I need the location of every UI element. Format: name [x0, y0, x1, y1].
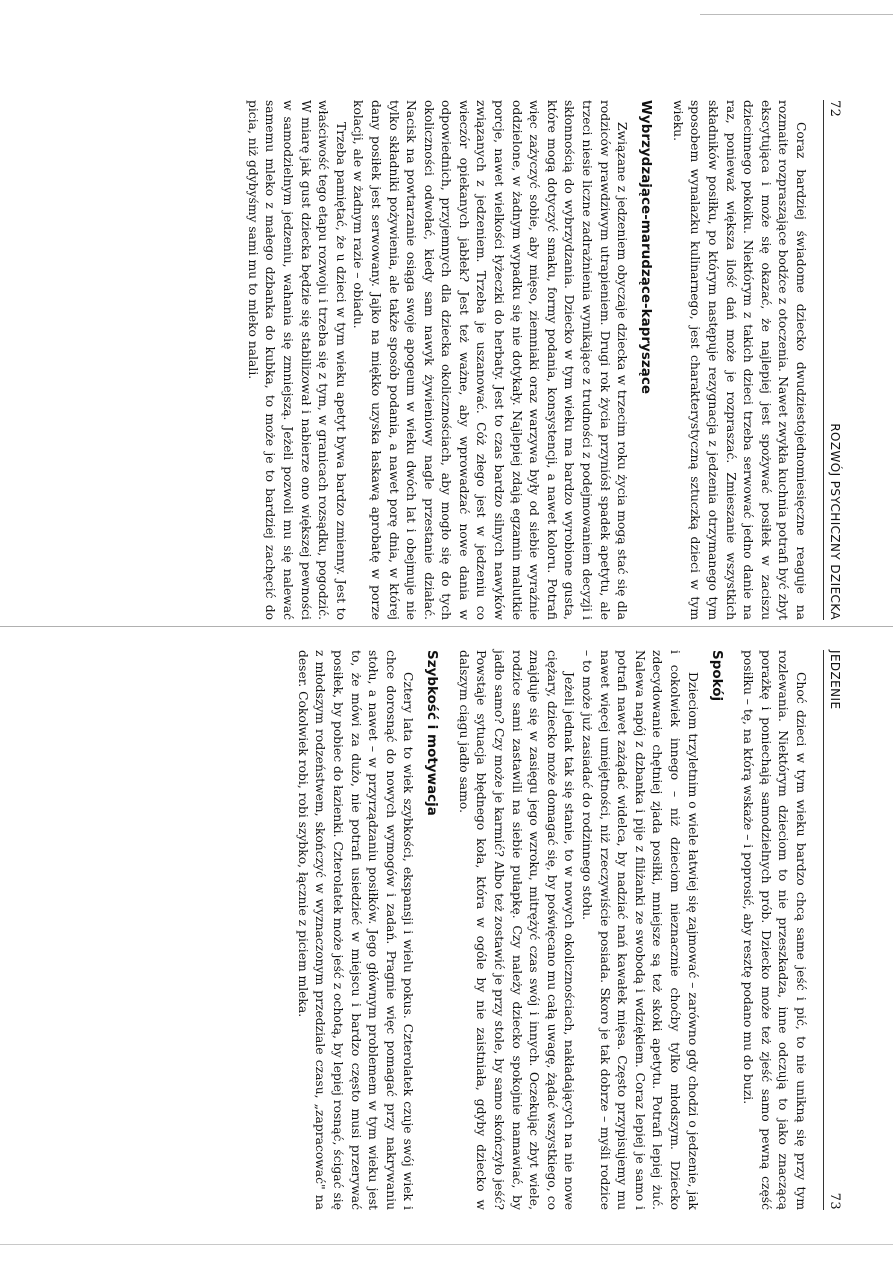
running-head-title: JEDZENIE — [828, 650, 842, 710]
page-number: 72 — [827, 100, 842, 118]
section-heading: Wybrzydzające-marudzące-kapryszące — [638, 100, 655, 395]
scan-edge-bottom — [0, 1244, 893, 1245]
page-number: 73 — [827, 1192, 842, 1210]
paragraph: Coraz bardziej świadome dziecko dwudziestojednomiesięczne reaguje na rozmaite rozpraszające bodźce z otoczenia. Nawet zwykła kuchnia potrafi być zbyt ekscytująca i może się okazać, że najlepiej jest spożywać posiłek w zaciszu dziecinnego pokoiku. Niektórym z takich dzieci trzeba serwować jedno danie na raz, ponieważ większa ilość dań może je rozpraszać. Zmieszanie wszystkich składników posiłku, po którym następuje rezygnacja z jedzenia otrzymanego tym sposobem wynalazku kulinarnego, jest charakterystyczną sztuczką dzieci w tym wieku. — [670, 100, 808, 620]
page-gutter — [0, 626, 893, 627]
section-heading: Spokój — [708, 650, 725, 702]
paragraph: Dzieciom trzyletnim o wiele łatwiej się zajmować – zarówno gdy chodzi o jedzenie, jak i cokolwiek innego – niż dzieciom nieznacznie choćby tylko młodszym. Dziecko zdecydowanie chętniej zjada posiłki, mniejsze są też skoki apetytu. Potrafi lepiej żuć. Nalewa napój z dzbanka i pije z filiżanki ze swobodą i wdziękiem. Coraz lepiej je samo i potrafi nawet zażądać widelca, by nadziać nań kawałek mięsa. Często przypisujemy mu nawet więcej umiejętności, niż rzeczywiście posiada. Skoro je tak dobrze – myśli rodzice – to może już zasiadać do rodzinnego stołu. — [580, 650, 700, 1210]
paragraph: Jeżeli jednak tak się stanie, to w nowych okolicznościach, nakładających na nie nowe ciężary, dziecko może domagać się, by poświęcano mu całą uwagę, żądać wszystkiego, co znajduje się w zasięgu jego wzroku, mitrężyć czas swój i innych. Oczekując zbyt wiele, rodzice sami zastawili na siebie pułapkę. Czy należy dziecko spokojnie namawiać, by jadło samo? Czy może je karmić? Albo też zostawić je przy stole, by samo skończyło jeść? Powstaje sytuacja błędnego koła, która w ogóle by nie zaistniała, gdyby dziecko w dalszym ciągu jadło samo. — [456, 650, 577, 1210]
paragraph: Związane z jedzeniem obyczaje dziecka w trzecim roku życia mogą stać się dla rodziców prawdziwym utrapieniem. Drugi rok życia przyniósł spadek apetytu, ale trzeci niesie liczne zadrażnienia wynikające z trudności z podejmowaniem decyzji i skłonnością do wybrzydzania. Dziecko w tym wieku ma bardzo wyrobione gusta, które mogą dotyczyć smaku, formy podania, konsystencji, a nawet koloru. Potrafi więc zażyczyć sobie, aby mięso, ziemniaki oraz warzywa były od siebie wyraźnie oddzielone, w żadnym wypadku się nie dotykały. Najlepiej zdają egzamin malutkie porcje, nawet wielkości łyżeczki do herbaty. Jest to czas bardzo silnych nawyków związanych z jedzeniem. Trzeba je uszanować. Cóż złego jest w jedzeniu co wieczór opiekanych jabłek? Jest też ważne, aby wprowadzać nowe dania w odpowiednich, przyjemnych dla dziecka okolicznościach, aby mogło się do tych okoliczności odwołać, kiedy sam nawyk żywieniowy nagle przestanie działać. Nacisk na powtarzanie osiąga swoje apogeum w wieku dwóch lat i obejmuje nie tylko składniki pożywienia, ale także sposób podania, a nawet porę dnia, w której dany posiłek jest serwowany. Jajko na miękko uzyska łaskawą aprobatę w porze kolacji, ale w żadnym razie – obiadu. — [351, 100, 630, 620]
section-heading: Szybkość i motywacja — [424, 650, 441, 816]
running-head-title: ROZWÓJ PSYCHICZNY DZIECKA — [828, 423, 842, 620]
right-page — [72, 650, 842, 1210]
paragraph: Choć dzieci w tym wieku bardzo chcą same jeść i pić, to nie unikną się przy tym rozlewania. Niektórym dzieciom to nie przeszkadza, inne odczują to jako znaczącą porażkę i poniechają samodzielnych prób. Dziecko może też zjeść samo pewną część posiłku – tę, na którą wskaże – i poprosić, aby resztę podano mu do buzi. — [741, 650, 808, 1210]
paragraph: Trzeba pamiętać, że u dzieci w tym wieku apetyt bywa bardzo zmienny. Jest to właściwość tego etapu rozwoju i trzeba się z tym, w granicach rozsądku, pogodzić. W miarę jak gust dziecka będzie się stabilizował i nabierze ono większej pewności w samodzielnym jedzeniu, wahania się zmniejszą. Jeżeli pozwoli mu się nalewać samemu mleko z małego dzbanka do kubka, to może je to bardziej zachęcić do picia, niż gdybyśmy sami mu to mleko nalali. — [245, 100, 348, 620]
scan-edge-top — [700, 14, 893, 15]
paragraph: Cztery lata to wiek szybkości, ekspansji i wielu pokus. Czterolatek czuje swój wiek i chce dorosnąć do nowych wymogów i zadań. Pragnie więc pomagać przy nakrywaniu stołu, a nawet – w przyrządzaniu posiłków. Jego głównym problemem w tym wieku jest to, że mówi za dużo, nie potrafi usiedzieć w miejscu i bardzo często musi przerywać posiłek, by pobiec do łazienki. Czterolatek może jeść z ochotą, by lepiej rosnąć, ścigać się z młodszym rodzeństwem, skończyć w wyznaczonym przedziale czasu, „zapracować" na deser. Cokolwiek robi, robi szybko, łącznie z piciem mleka. — [295, 650, 416, 1210]
running-head — [823, 650, 842, 1210]
running-head — [823, 100, 842, 620]
left-page — [122, 100, 842, 620]
